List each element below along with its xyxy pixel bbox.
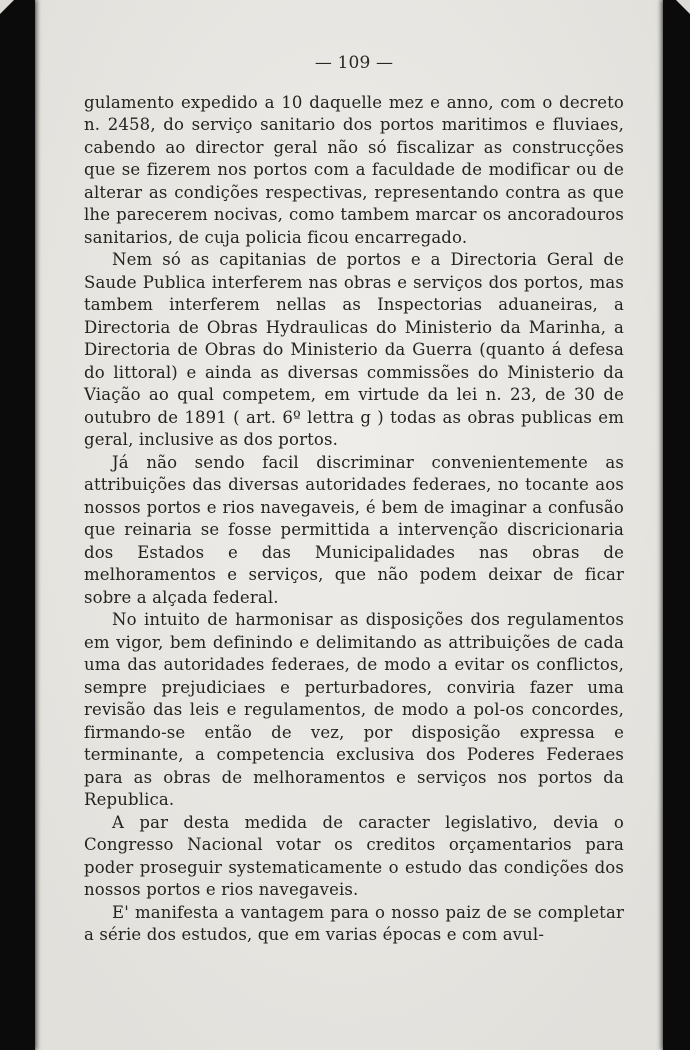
paragraph: gulamento expedido a 10 daquelle mez e anno, com o decreto n. 2458, do serviço sanitario dos portos maritimos e fluviaes, cabendo ao director geral não só fiscalizar as construcções que se fizerem nos portos com a faculdade de modificar ou de alterar as condições respectivas, representando contra as que lhe parecerem nocivas, como tambem marcar os ancoradouros sanitarios, de cuja policia ficou encarregado. [84, 92, 624, 247]
paragraph: Nem só as capitanias de portos e a Directoria Geral de Saude Publica interferem nas obras e serviços dos portos, mas tambem interferem nellas as Inspectorias aduaneiras, a Directoria de Obras Hydraulicas do Ministerio da Marinha, a Directoria de Obras do Ministerio da Guerra (quanto á defesa do littoral) e ainda as diversas commissões do Ministerio da Viação ao qual competem, em virtude da lei n. 23, de 30 de outubro de 1891 ( art. 6º lettra g ) todas as obras publicas em geral, inclusive as dos portos. [84, 250, 624, 449]
scan-edge-right [663, 0, 690, 1050]
paragraph: No intuito de harmonisar as disposições dos regulamentos em vigor, bem definindo e delimitando as attribuições de cada uma das autoridades federaes, de modo a evitar os conflictos, sempre prejudiciaes e perturbadores, conviria fazer uma revisão das leis e regulamentos, de modo a pol-os concordes, firmando-se então de vez, por disposição expressa e terminante, a competencia exclusiva dos Poderes Federaes para as obras de melhoramentos e serviços nos portos da Republica. [84, 610, 624, 809]
scan-edge-left [0, 0, 35, 1050]
page-body [84, 0, 624, 947]
page-text [84, 92, 624, 947]
paragraph: Já não sendo facil discriminar convenientemente as attribuições das diversas autoridades federaes, no tocante aos nossos portos e rios navegaveis, é bem de imaginar a confusão que reinaria se fosse permittida a intervenção discricionaria dos Estados e das Municipalidades nas obras de melhoramentos e serviços, que não podem deixar de ficar sobre a alçada federal. [84, 452, 624, 607]
paragraph: A par desta medida de caracter legislativo, devia o Congresso Nacional votar os creditos orçamentarios para poder proseguir systematicamente o estudo das condições dos nossos portos e rios navegaveis. [84, 812, 624, 899]
paragraph: E' manifesta a vantagem para o nosso paiz de se completar a série dos estudos, que em varias épocas e com avul- [84, 902, 624, 944]
page-number: — 109 — [314, 53, 394, 73]
